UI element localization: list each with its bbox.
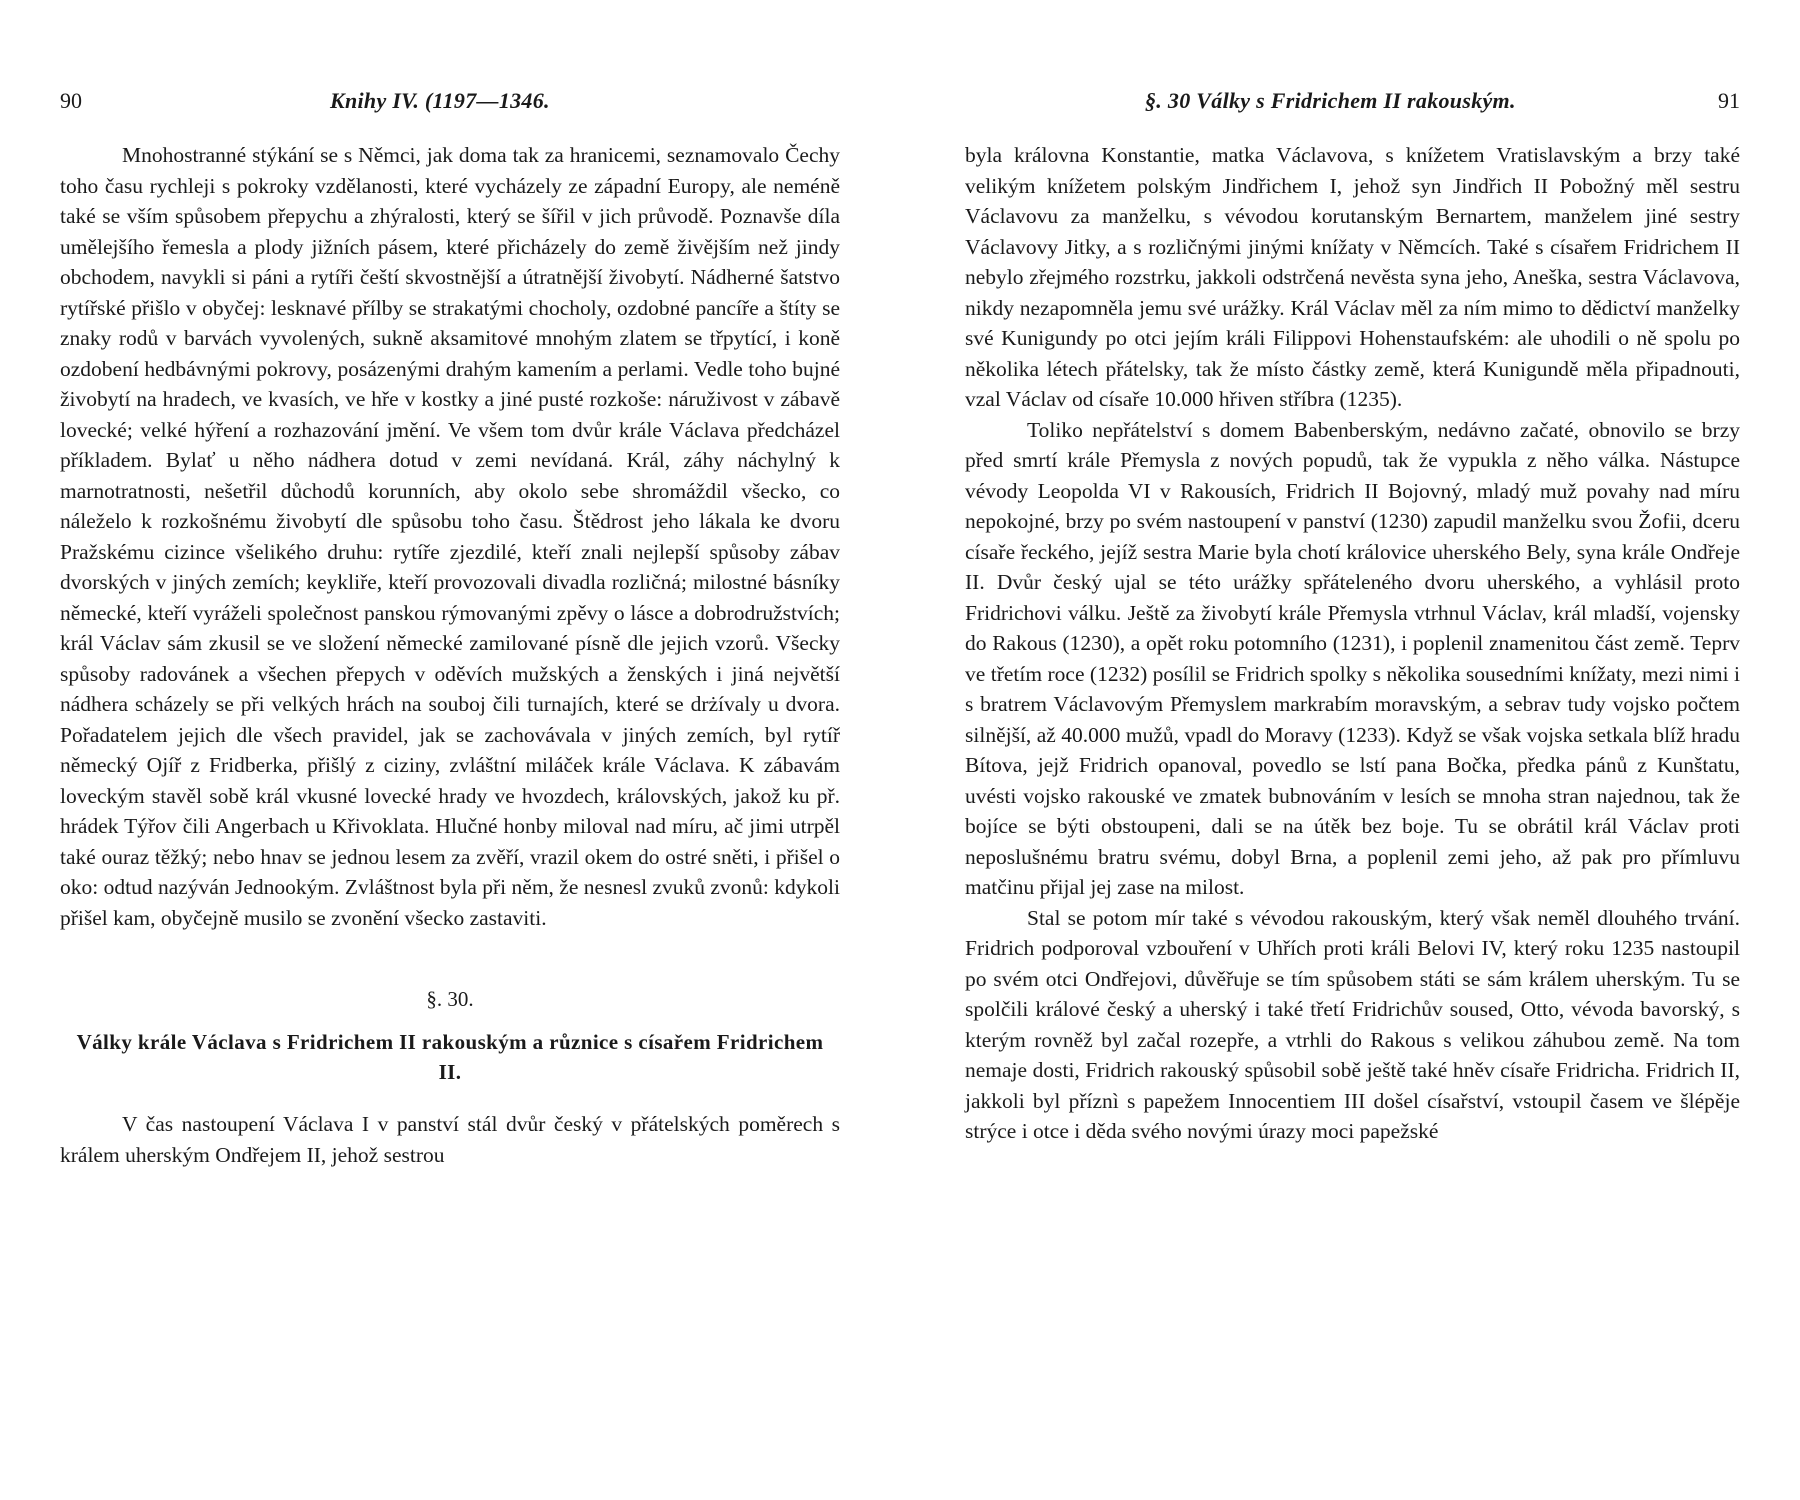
right-paragraph-1: byla královna Konstantie, matka Václavova, s knížetem Vratislavským a brzy také velikým knížetem polským Jindřichem I, jehož syn Jindřich II Pobožný měl sestru Václavovu za manželku, s vévodou korutanským Bernartem, manželem jiné sestry Václavovy Jitky, a s rozličnými jinými knížaty v Němcích. Také s císařem Fridrichem II nebylo zřejmého rozstrku, jakkoli odstrčená nevěsta syna jeho, Aneška, sestra Václavova, nikdy nezapomněla jemu své urážky. Král Václav měl za ním mimo to dědictví manželky své Kunigundy po otci jejím králi Filippovi Hohenstaufském: ale uhodili o ně spolu po několika létech přátelsky, tak že místo částky země, která Kunigundě měla připadnouti, vzal Václav od císaře 10.000 hřiven stříbra (1235). — [965, 143, 1740, 411]
right-paragraph-3: Stal se potom mír také s vévodou rakouským, který však neměl dlouhého trvání. Fridrich podporoval vzbouření v Uhřích proti králi Belovi IV, který roku 1235 nastoupil po svém otci Ondřejovi, důvěřuje se tím spůsobem státi se sám králem uherským. Tu se spolčili králové český a uherský i také třetí Fridrichův soused, Otto, vévoda bavorský, s kterým rovněž byl začal rozepře, a vtrhli do Rakous s velikou záhubou země. Na tom nemaje dosti, Fridrich rakouský spůsobil sobě ještě také hněv císaře Fridricha. Fridrich II, jakkoli byl příznì s papežem Innocentiem III došel císařství, vstoupil časem ve šlépěje strýce i otce i děda svého novými úrazy moci papežské — [965, 905, 1740, 1143]
left-page-number: 90 — [60, 88, 82, 113]
right-running-title: §. 30 Války s Fridrichem II rakouským. — [1145, 88, 1516, 113]
left-paragraph-1: Mnohostranné stýkání se s Němci, jak doma tak za hranicemi, seznamovalo Čechy toho času rychleji s pokroky vzdělanosti, které vycházely ze západní Europy, ale neméně také se vším spůsobem přepychu a zhýralosti, který se šířil v jich průvodě. Poznavše díla umělejšího řemesla a plody jižních pásem, které přicházely do země živějším než jindy obchodem, navykli si páni a rytíři čeští skvostnější a útratnější živobytí. Nádherné šatstvo rytířské přišlo v obyčej: lesknavé přílby se strakatými chocholy, ozdobné pancíře a štíty se znaky rodů v barvách vyvolených, sukně aksamitové mnohým zlatem se třpytící, i koně ozdobení hedbávnými pokrovy, posázenými drahým kamením a perlami. Vedle toho bujné živobytí na hradech, ve kvasích, ve hře v kostky a jiné pusté rozkoše: náruživost v zábavě lovecké; velké hýření a rozhazování jmění. Ve všem tom dvůr krále Václava předcházel příkladem. Bylať u něho nádhera dotud v zemi nevídaná. Král, záhy náchylný k marnotratnosti, nešetřil důchodů korunních, aby okolo sebe shromáždil všecko, co náleželo k rozkošnému živobytí dle spůsobu toho času. Štědrost jeho lákala ke dvoru Pražskému cizince všelikého druhu: rytíře zjezdilé, kteří znali nejlepší spůsoby zábav dvorských v jiných zemích; keykliře, kteří provozovali divadla rozličná; milostné básníky německé, kteří vyráželi společnost panskou rýmovanými zpěvy o lásce a dobrodružstvích; král Václav sám zkusil se ve složení německé zamilované písně dle jejich vzorů. Všecky spůsoby radovánek a všechen přepych v oděvích mužských a ženských i jiná největší nádhera scházely se při velkých hrách na souboj čili turnajích, které se drżívaly u dvora. Pořadatelem jejich dle všech pravidel, jak se zachovávala v jiných zemích, byl rytíř německý Ojíř z Fridberka, přišlý z ciziny, zvláštní miláček krále Václava. K zábavám loveckým stavěl sobě král vkusné lovecké hrady ve hvozdech, královských, jakož ku př. hrádek Týřov čili Angerbach u Křivoklata. Hlučné honby miloval nad míru, ač jimi utrpěl také ouraz těžký; nebo hnav se jednou lesem za zvěří, vrazil okem do ostré sněti, i přišel o oko: odtud nazýván Jednookým. Zvláštnost byla při něm, že nesnesl zvuků zvonů: kdykoli přišel kam, obyčejně musilo se zvonění všecko zastaviti. — [60, 143, 840, 930]
left-running-head — [60, 88, 840, 118]
right-running-head — [965, 88, 1740, 118]
left-running-title: Knihy IV. (1197—1346. — [330, 88, 550, 113]
right-body-text — [965, 140, 1740, 1147]
left-page — [60, 0, 840, 1500]
right-page-number: 91 — [1718, 88, 1740, 113]
section-title: Války krále Václava s Fridrichem II rakouským a různice s císařem Fridrichem II. — [76, 1030, 824, 1084]
left-body-text — [60, 140, 840, 1170]
right-page — [965, 0, 1740, 1500]
right-paragraph-2: Toliko nepřátelství s domem Babenberským, nedávno začaté, obnovilo se brzy před smrtí krále Přemysla z nových popudů, tak že vypukla z něho válka. Nástupce vévody Leopolda VI v Rakousích, Fridrich II Bojovný, mladý muž povahy nad míru nepokojné, brzy po svém nastoupení v panství (1230) zapudil manželku svou Žofii, dceru císaře řeckého, jejíž sestra Marie byla chotí královice uherského Bely, syna krále Ondřeje II. Dvůr český ujal se této urážky spřáteleného dvoru uherského, a vyhlásil proto Fridrichovi válku. Ještě za živobytí krále Přemysla vtrhnul Václav, král mladší, vojensky do Rakous (1230), a opět roku potomního (1231), i poplenil znamenitou část země. Teprv ve třetím roce (1232) posílil se Fridrich spolky s několika sousedními knížaty, mezi nimi i s bratrem Václavovým Přemyslem markrabím moravským, a sebrav tudy vojsko počtem silnější, až 40.000 mužů, vpadl do Moravy (1233). Když se však vojska setkala blíž hradu Bítova, jejž Fridrich opanoval, povedlo se lstí pana Bočka, předka pánů z Kunštatu, uvésti vojsko rakouské ve zmatek bubnováním v lesích se mnoha stran najednou, tak že bojíce se býti obstoupeni, dali se na útěk bez boje. Tu se obrátil král Václav proti neposlušnému bratru svému, dobyl Brna, a poplenil zemi jeho, až pak pro přímluvu matčinu přijal jej zase na milost. — [965, 417, 1740, 899]
left-paragraph-2: V čas nastoupení Václava I v panství stál dvůr český v přátelských poměrech s králem uherským Ondřejem II, jehož sestrou — [60, 1112, 840, 1167]
section-mark: §. 30. — [426, 987, 474, 1011]
